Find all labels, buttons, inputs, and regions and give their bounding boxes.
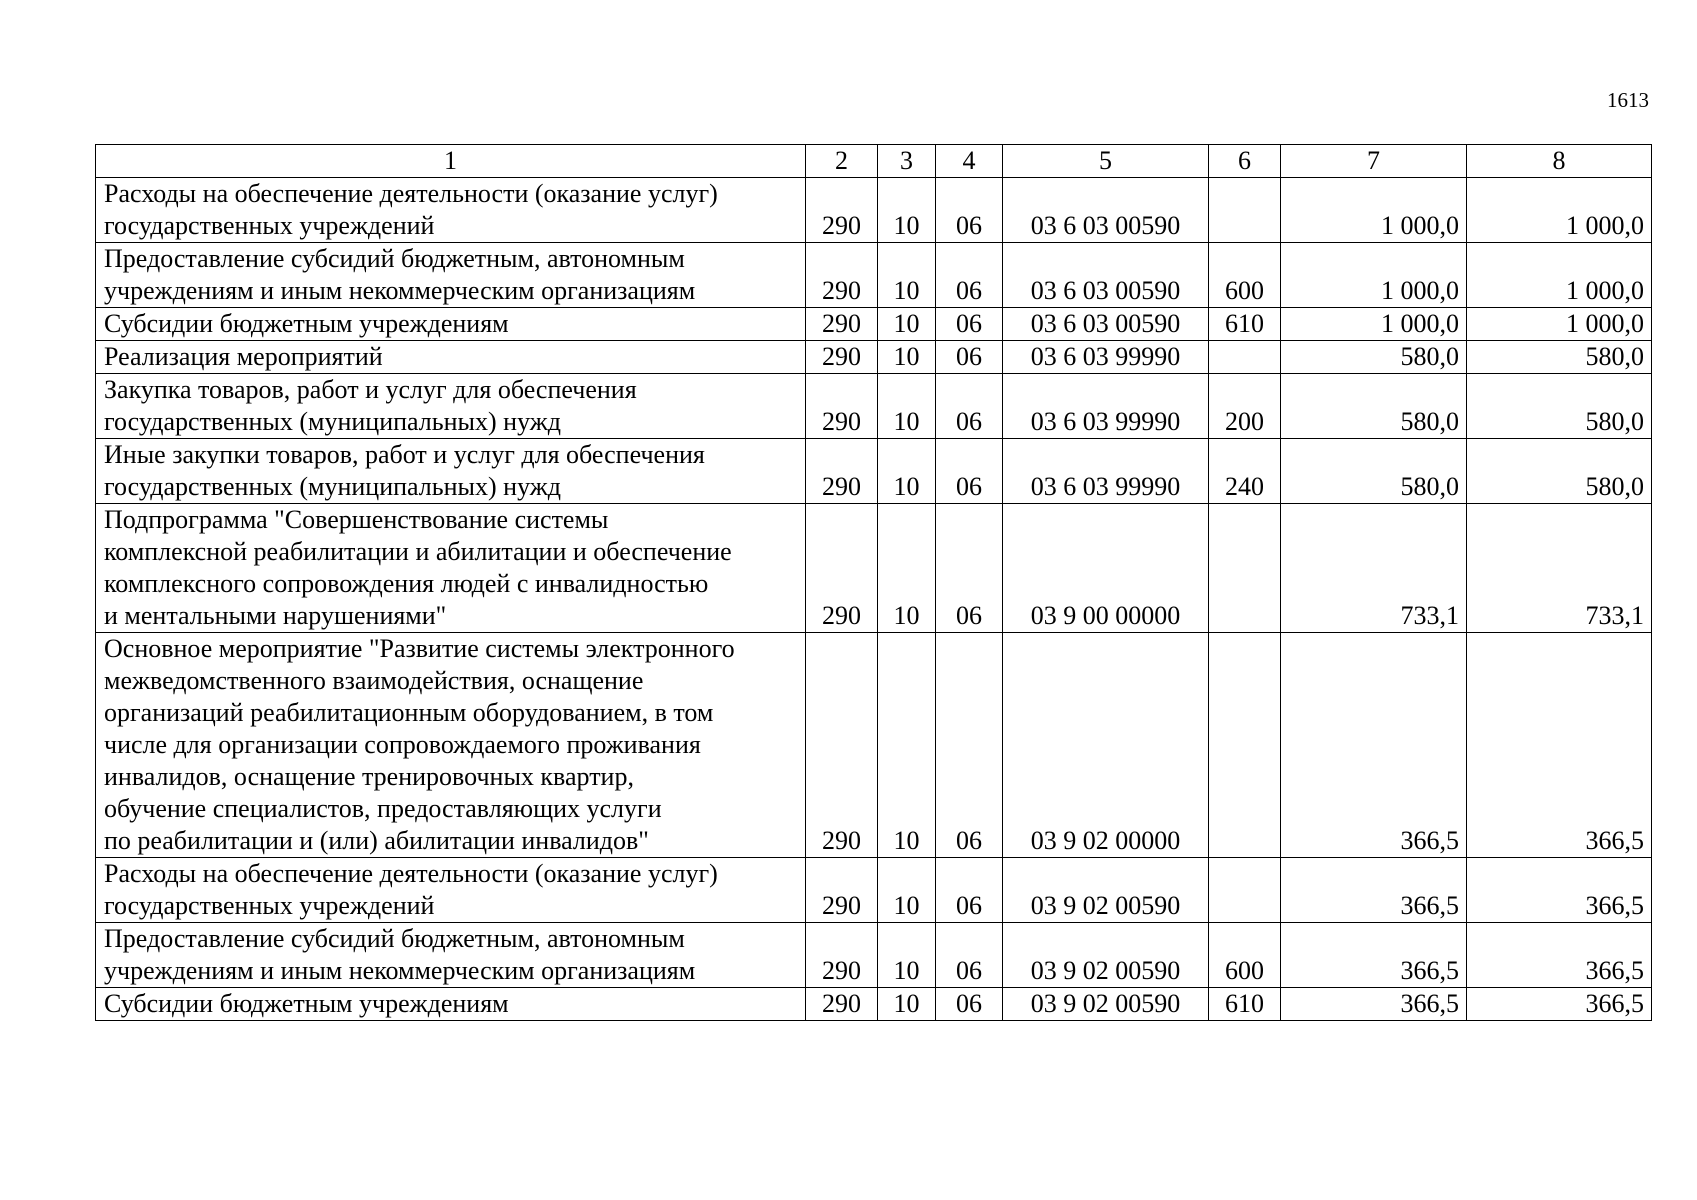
ministry-code-cell: 290 — [806, 988, 878, 1021]
amount-col7-cell: 1 000,0 — [1281, 308, 1467, 341]
row-name-line: Предоставление субсидий бюджетным, автономным — [104, 924, 685, 953]
amount-col7-cell: 580,0 — [1281, 341, 1467, 374]
table-row — [96, 988, 1652, 1021]
expense-type-cell: 610 — [1209, 308, 1281, 341]
section-code-cell: 10 — [878, 308, 936, 341]
subsection-code-cell: 06 — [936, 988, 1003, 1021]
section-code-cell: 10 — [878, 243, 936, 308]
row-name-line: Реализация мероприятий — [104, 342, 383, 371]
section-code-cell: 10 — [878, 178, 936, 243]
target-article-cell: 03 9 02 00590 — [1003, 858, 1209, 923]
row-name-line: учреждениям и иным некоммерческим организациям — [104, 956, 696, 985]
row-name-cell — [96, 341, 806, 374]
ministry-code-cell: 290 — [806, 341, 878, 374]
row-name-line: межведомственного взаимодействия, оснащение — [104, 666, 644, 695]
table-row — [96, 923, 1652, 988]
header-cell-1: 1 — [96, 145, 806, 178]
amount-col8-cell: 366,5 — [1467, 988, 1652, 1021]
row-name-line: и ментальными нарушениями" — [104, 601, 447, 630]
subsection-code-cell: 06 — [936, 178, 1003, 243]
table-row — [96, 633, 1652, 858]
amount-col8-cell: 366,5 — [1467, 633, 1652, 858]
target-article-cell: 03 9 02 00000 — [1003, 633, 1209, 858]
header-cell-8: 8 — [1467, 145, 1652, 178]
row-name-line: комплексного сопровождения людей с инвалидностью — [104, 569, 709, 598]
row-name-line: государственных (муниципальных) нужд — [104, 407, 561, 436]
row-name-line: Расходы на обеспечение деятельности (оказание услуг) — [104, 859, 718, 888]
row-name-cell — [96, 504, 806, 633]
ministry-code-cell: 290 — [806, 633, 878, 858]
target-article-cell: 03 9 02 00590 — [1003, 923, 1209, 988]
table-row — [96, 243, 1652, 308]
target-article-cell: 03 6 03 00590 — [1003, 308, 1209, 341]
amount-col7-cell: 580,0 — [1281, 374, 1467, 439]
header-cell-3: 3 — [878, 145, 936, 178]
row-name-line: государственных учреждений — [104, 891, 435, 920]
amount-col8-cell: 366,5 — [1467, 923, 1652, 988]
row-name-line: Предоставление субсидий бюджетным, автономным — [104, 244, 685, 273]
target-article-cell: 03 6 03 99990 — [1003, 439, 1209, 504]
amount-col8-cell: 1 000,0 — [1467, 178, 1652, 243]
row-name-line: Субсидии бюджетным учреждениям — [104, 309, 509, 338]
expense-type-cell: 600 — [1209, 243, 1281, 308]
row-name-line: Субсидии бюджетным учреждениям — [104, 989, 509, 1018]
expense-type-cell: 610 — [1209, 988, 1281, 1021]
table-row — [96, 374, 1652, 439]
amount-col7-cell: 1 000,0 — [1281, 243, 1467, 308]
amount-col8-cell: 366,5 — [1467, 858, 1652, 923]
row-name-cell — [96, 633, 806, 858]
table-row — [96, 178, 1652, 243]
column-number-row — [96, 145, 1652, 178]
header-cell-4: 4 — [936, 145, 1003, 178]
row-name-line: инвалидов, оснащение тренировочных квартир, — [104, 762, 634, 791]
target-article-cell: 03 6 03 99990 — [1003, 374, 1209, 439]
expense-type-cell — [1209, 341, 1281, 374]
expense-type-cell — [1209, 633, 1281, 858]
table-row — [96, 439, 1652, 504]
row-name-cell — [96, 923, 806, 988]
expense-type-cell: 240 — [1209, 439, 1281, 504]
row-name-line: по реабилитации и (или) абилитации инвалидов" — [104, 826, 649, 855]
row-name-cell — [96, 439, 806, 504]
table-row — [96, 341, 1652, 374]
header-cell-2: 2 — [806, 145, 878, 178]
table-row — [96, 858, 1652, 923]
row-name-line: числе для организации сопровождаемого проживания — [104, 730, 701, 759]
expense-type-cell — [1209, 504, 1281, 633]
ministry-code-cell: 290 — [806, 308, 878, 341]
expense-type-cell — [1209, 178, 1281, 243]
row-name-cell — [96, 374, 806, 439]
amount-col7-cell: 733,1 — [1281, 504, 1467, 633]
subsection-code-cell: 06 — [936, 633, 1003, 858]
amount-col8-cell: 733,1 — [1467, 504, 1652, 633]
ministry-code-cell: 290 — [806, 374, 878, 439]
amount-col7-cell: 1 000,0 — [1281, 178, 1467, 243]
header-cell-7: 7 — [1281, 145, 1467, 178]
amount-col8-cell: 1 000,0 — [1467, 308, 1652, 341]
expense-type-cell: 600 — [1209, 923, 1281, 988]
row-name-line: Иные закупки товаров, работ и услуг для обеспечения — [104, 440, 705, 469]
ministry-code-cell: 290 — [806, 243, 878, 308]
row-name-cell — [96, 308, 806, 341]
subsection-code-cell: 06 — [936, 243, 1003, 308]
subsection-code-cell: 06 — [936, 308, 1003, 341]
subsection-code-cell: 06 — [936, 858, 1003, 923]
section-code-cell: 10 — [878, 988, 936, 1021]
amount-col7-cell: 580,0 — [1281, 439, 1467, 504]
subsection-code-cell: 06 — [936, 439, 1003, 504]
row-name-line: Закупка товаров, работ и услуг для обеспечения — [104, 375, 637, 404]
table-body — [96, 178, 1652, 1021]
section-code-cell: 10 — [878, 633, 936, 858]
ministry-code-cell: 290 — [806, 858, 878, 923]
amount-col7-cell: 366,5 — [1281, 858, 1467, 923]
header-cell-5: 5 — [1003, 145, 1209, 178]
subsection-code-cell: 06 — [936, 923, 1003, 988]
subsection-code-cell: 06 — [936, 504, 1003, 633]
amount-col7-cell: 366,5 — [1281, 923, 1467, 988]
expense-type-cell: 200 — [1209, 374, 1281, 439]
section-code-cell: 10 — [878, 923, 936, 988]
row-name-line: учреждениям и иным некоммерческим организациям — [104, 276, 696, 305]
row-name-line: Основное мероприятие "Развитие системы электронного — [104, 634, 735, 663]
ministry-code-cell: 290 — [806, 439, 878, 504]
amount-col8-cell: 580,0 — [1467, 439, 1652, 504]
expense-type-cell — [1209, 858, 1281, 923]
page-number: 1613 — [1607, 88, 1649, 112]
subsection-code-cell: 06 — [936, 341, 1003, 374]
section-code-cell: 10 — [878, 858, 936, 923]
target-article-cell: 03 9 02 00590 — [1003, 988, 1209, 1021]
row-name-cell — [96, 243, 806, 308]
target-article-cell: 03 6 03 00590 — [1003, 243, 1209, 308]
table-row — [96, 504, 1652, 633]
amount-col8-cell: 1 000,0 — [1467, 243, 1652, 308]
row-name-line: Подпрограмма "Совершенствование системы — [104, 505, 609, 534]
target-article-cell: 03 6 03 99990 — [1003, 341, 1209, 374]
row-name-cell — [96, 858, 806, 923]
row-name-line: обучение специалистов, предоставляющих услуги — [104, 794, 662, 823]
amount-col8-cell: 580,0 — [1467, 341, 1652, 374]
row-name-cell — [96, 988, 806, 1021]
section-code-cell: 10 — [878, 439, 936, 504]
row-name-cell — [96, 178, 806, 243]
row-name-line: государственных учреждений — [104, 211, 435, 240]
table-row — [96, 308, 1652, 341]
section-code-cell: 10 — [878, 504, 936, 633]
target-article-cell: 03 6 03 00590 — [1003, 178, 1209, 243]
row-name-line: комплексной реабилитации и абилитации и обеспечение — [104, 537, 732, 566]
ministry-code-cell: 290 — [806, 923, 878, 988]
amount-col8-cell: 580,0 — [1467, 374, 1652, 439]
amount-col7-cell: 366,5 — [1281, 988, 1467, 1021]
budget-table — [95, 144, 1652, 1021]
subsection-code-cell: 06 — [936, 374, 1003, 439]
section-code-cell: 10 — [878, 374, 936, 439]
row-name-line: государственных (муниципальных) нужд — [104, 472, 561, 501]
ministry-code-cell: 290 — [806, 178, 878, 243]
target-article-cell: 03 9 00 00000 — [1003, 504, 1209, 633]
amount-col7-cell: 366,5 — [1281, 633, 1467, 858]
row-name-line: организаций реабилитационным оборудованием, в том — [104, 698, 714, 727]
header-cell-6: 6 — [1209, 145, 1281, 178]
row-name-line: Расходы на обеспечение деятельности (оказание услуг) — [104, 179, 718, 208]
section-code-cell: 10 — [878, 341, 936, 374]
ministry-code-cell: 290 — [806, 504, 878, 633]
